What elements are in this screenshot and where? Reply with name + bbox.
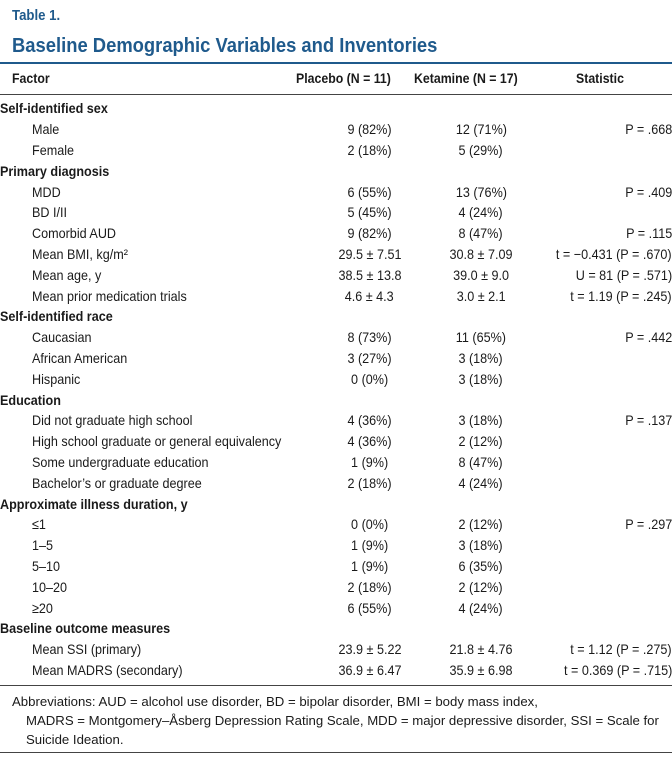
placebo-cell-text: 38.5 ± 13.8: [338, 266, 402, 283]
factor-cell: [0, 327, 321, 348]
placebo-cell-text: 36.9 ± 6.47: [338, 661, 402, 678]
ketamine-cell: [418, 348, 543, 369]
factor-cell: [0, 98, 321, 119]
placebo-cell: [321, 660, 419, 681]
factor-cell: [0, 639, 321, 660]
placebo-cell-text: 6 (55%): [347, 183, 392, 200]
placebo-cell-text: 1 (9%): [351, 537, 389, 554]
ketamine-cell-text: 2 (12%): [458, 433, 503, 450]
ketamine-cell: [418, 181, 543, 202]
factor-cell: [0, 660, 321, 681]
statistic-cell: [543, 223, 672, 244]
placebo-cell-text: 2 (18%): [347, 474, 392, 491]
factor-cell-text: 10–20: [32, 578, 68, 595]
table-row: [0, 452, 672, 473]
ketamine-cell-text: 12 (71%): [455, 121, 507, 138]
factor-cell: [0, 368, 321, 389]
table-label: Table 1.: [12, 7, 61, 24]
ketamine-cell: [418, 98, 543, 119]
factor-cell-text: Education: [0, 391, 61, 408]
factor-cell-text: Comorbid AUD: [32, 225, 117, 242]
ketamine-cell: [418, 576, 543, 597]
factor-cell: [0, 140, 321, 161]
placebo-cell: [321, 223, 419, 244]
ketamine-cell: [418, 618, 543, 639]
statistic-cell: [543, 98, 672, 119]
statistic-cell: [543, 264, 672, 285]
statistic-cell: [543, 389, 672, 410]
factor-cell: [0, 410, 321, 431]
factor-cell: [0, 181, 321, 202]
footnote-line-2: MADRS = Montgomery–Åsberg Depression Rating Scale, MDD = major depressive disorder, SSI = Scale for Suicide Ideation.: [26, 713, 659, 747]
factor-cell: [0, 160, 321, 181]
ketamine-cell: [418, 410, 543, 431]
table-row: [0, 327, 672, 348]
ketamine-cell: [418, 327, 543, 348]
section-row: [0, 389, 672, 410]
factor-cell: [0, 493, 321, 514]
ketamine-cell-text: 35.9 ± 6.98: [449, 661, 513, 678]
factor-cell: [0, 244, 321, 265]
placebo-cell-text: 4.6 ± 4.3: [345, 287, 395, 304]
placebo-cell: [321, 493, 419, 514]
placebo-cell: [321, 410, 419, 431]
statistic-cell: [543, 306, 672, 327]
factor-cell: [0, 202, 321, 223]
ketamine-cell-text: 3 (18%): [458, 370, 503, 387]
ketamine-cell: [418, 639, 543, 660]
table-row: [0, 223, 672, 244]
factor-cell-text: Bachelor’s or graduate degree: [32, 474, 202, 491]
factor-cell-text: Self-identified race: [0, 308, 113, 325]
statistic-cell: [543, 285, 672, 306]
placebo-cell-text: 0 (0%): [351, 516, 389, 533]
ketamine-cell-text: 3 (18%): [458, 537, 503, 554]
table-row: [0, 140, 672, 161]
placebo-cell-text: 9 (82%): [347, 121, 392, 138]
placebo-cell: [321, 556, 419, 577]
factor-cell: [0, 618, 321, 639]
statistic-cell: [543, 639, 672, 660]
placebo-cell-text: 4 (36%): [347, 412, 392, 429]
ketamine-cell: [418, 660, 543, 681]
ketamine-cell: [418, 431, 543, 452]
ketamine-cell-text: 4 (24%): [458, 599, 503, 616]
placebo-cell: [321, 389, 419, 410]
footnote: [12, 692, 662, 749]
factor-cell: [0, 264, 321, 285]
header-statistic: Statistic: [576, 70, 624, 86]
header-factor: Factor: [12, 70, 50, 86]
factor-cell: [0, 431, 321, 452]
ketamine-cell-text: 3 (18%): [458, 349, 503, 366]
factor-cell-text: High school graduate or general equivalency: [32, 433, 282, 450]
statistic-cell: [543, 514, 672, 535]
factor-cell: [0, 576, 321, 597]
placebo-cell: [321, 368, 419, 389]
factor-cell-text: 1–5: [32, 537, 54, 554]
placebo-cell: [321, 327, 419, 348]
statistic-cell: [543, 535, 672, 556]
factor-cell-text: African American: [32, 349, 128, 366]
factor-cell: [0, 556, 321, 577]
ketamine-cell: [418, 223, 543, 244]
header-ketamine: Ketamine (N = 17): [414, 70, 518, 86]
placebo-cell-text: 4 (36%): [347, 433, 392, 450]
table-row: [0, 514, 672, 535]
table-row: [0, 556, 672, 577]
ketamine-cell-text: 30.8 ± 7.09: [449, 245, 513, 262]
placebo-cell: [321, 202, 419, 223]
factor-cell-text: Self-identified sex: [0, 100, 108, 117]
ketamine-cell: [418, 160, 543, 181]
placebo-cell: [321, 306, 419, 327]
ketamine-cell-text: 21.8 ± 4.76: [449, 641, 513, 658]
table-row: [0, 410, 672, 431]
factor-cell-text: Male: [32, 121, 60, 138]
placebo-cell-text: 1 (9%): [351, 453, 389, 470]
placebo-cell: [321, 452, 419, 473]
ketamine-cell: [418, 452, 543, 473]
placebo-cell: [321, 514, 419, 535]
section-row: [0, 98, 672, 119]
table-row: [0, 244, 672, 265]
statistic-cell-text: t = 0.369 (P = .715): [563, 661, 672, 678]
placebo-cell: [321, 535, 419, 556]
ketamine-cell: [418, 306, 543, 327]
ketamine-cell: [418, 493, 543, 514]
table-row: [0, 472, 672, 493]
factor-cell: [0, 472, 321, 493]
statistic-cell: [543, 202, 672, 223]
placebo-cell: [321, 98, 419, 119]
ketamine-cell-text: 3.0 ± 2.1: [456, 287, 506, 304]
statistic-cell-text: P = .668: [624, 121, 672, 138]
factor-cell-text: Hispanic: [32, 370, 81, 387]
factor-cell-text: Primary diagnosis: [0, 162, 110, 179]
placebo-cell-text: 2 (18%): [347, 141, 392, 158]
ketamine-cell: [418, 389, 543, 410]
factor-cell-text: ≤1: [32, 516, 46, 533]
ketamine-cell-text: 4 (24%): [458, 204, 503, 221]
factor-cell: [0, 535, 321, 556]
section-row: [0, 493, 672, 514]
table-row: [0, 576, 672, 597]
table-row: [0, 119, 672, 140]
placebo-cell: [321, 264, 419, 285]
placebo-cell: [321, 576, 419, 597]
placebo-cell: [321, 285, 419, 306]
ketamine-cell-text: 13 (76%): [455, 183, 507, 200]
placebo-cell-text: 29.5 ± 7.51: [338, 245, 402, 262]
statistic-cell: [543, 160, 672, 181]
factor-cell: [0, 119, 321, 140]
ketamine-cell-text: 8 (47%): [458, 453, 503, 470]
factor-cell-text: Did not graduate high school: [32, 412, 193, 429]
ketamine-cell-text: 2 (12%): [458, 516, 503, 533]
placebo-cell: [321, 140, 419, 161]
statistic-cell: [543, 140, 672, 161]
ketamine-cell: [418, 556, 543, 577]
bottom-rule: [0, 685, 672, 686]
placebo-cell-text: 1 (9%): [351, 557, 389, 574]
placebo-cell: [321, 618, 419, 639]
factor-cell: [0, 223, 321, 244]
data-table: [0, 98, 672, 680]
table-row: [0, 285, 672, 306]
factor-cell: [0, 389, 321, 410]
factor-cell: [0, 514, 321, 535]
table-row: [0, 639, 672, 660]
placebo-cell: [321, 181, 419, 202]
factor-cell-text: Female: [32, 141, 75, 158]
table-row: [0, 202, 672, 223]
factor-cell: [0, 306, 321, 327]
end-rule: [0, 752, 672, 753]
statistic-cell: [543, 660, 672, 681]
ketamine-cell: [418, 264, 543, 285]
table-row: [0, 597, 672, 618]
placebo-cell-text: 5 (45%): [347, 204, 392, 221]
table-body: [0, 98, 672, 680]
factor-cell: [0, 348, 321, 369]
table-row: [0, 264, 672, 285]
statistic-cell: [543, 576, 672, 597]
placebo-cell: [321, 472, 419, 493]
statistic-cell: [543, 493, 672, 514]
ketamine-cell: [418, 472, 543, 493]
factor-cell-text: Caucasian: [32, 329, 92, 346]
placebo-cell-text: 23.9 ± 5.22: [338, 641, 402, 658]
factor-cell-text: Some undergraduate education: [32, 453, 209, 470]
factor-cell-text: Baseline outcome measures: [0, 620, 171, 637]
statistic-cell: [543, 472, 672, 493]
table-title: Baseline Demographic Variables and Inventories: [12, 35, 438, 57]
factor-cell-text: 5–10: [32, 557, 61, 574]
statistic-cell: [543, 327, 672, 348]
placebo-cell: [321, 160, 419, 181]
statistic-cell-text: P = .442: [624, 329, 672, 346]
table-row: [0, 181, 672, 202]
placebo-cell-text: 9 (82%): [347, 225, 392, 242]
factor-cell: [0, 452, 321, 473]
placebo-cell-text: 6 (55%): [347, 599, 392, 616]
factor-cell-text: Mean BMI, kg/m²: [32, 245, 128, 262]
factor-cell-text: Mean SSI (primary): [32, 641, 142, 658]
table-row: [0, 535, 672, 556]
placebo-cell-text: 8 (73%): [347, 329, 392, 346]
statistic-cell: [543, 244, 672, 265]
ketamine-cell: [418, 535, 543, 556]
ketamine-cell: [418, 202, 543, 223]
statistic-cell-text: U = 81 (P = .571): [575, 266, 672, 283]
factor-cell: [0, 597, 321, 618]
placebo-cell: [321, 639, 419, 660]
placebo-cell-text: 0 (0%): [351, 370, 389, 387]
header-placebo: Placebo (N = 11): [296, 70, 391, 86]
statistic-cell-text: P = .115: [625, 225, 672, 242]
statistic-cell: [543, 452, 672, 473]
statistic-cell-text: t = −0.431 (P = .670): [556, 245, 672, 262]
ketamine-cell-text: 2 (12%): [458, 578, 503, 595]
statistic-cell: [543, 368, 672, 389]
placebo-cell: [321, 348, 419, 369]
statistic-cell-text: P = .137: [624, 412, 672, 429]
statistic-cell: [543, 181, 672, 202]
ketamine-cell: [418, 140, 543, 161]
table-row: [0, 660, 672, 681]
ketamine-cell-text: 39.0 ± 9.0: [452, 266, 509, 283]
ketamine-cell: [418, 597, 543, 618]
ketamine-cell-text: 11 (65%): [455, 329, 507, 346]
table-row: [0, 348, 672, 369]
placebo-cell: [321, 244, 419, 265]
placebo-cell-text: 2 (18%): [347, 578, 392, 595]
table-row: [0, 368, 672, 389]
top-rule: [0, 62, 672, 64]
table-row: [0, 431, 672, 452]
statistic-cell: [543, 119, 672, 140]
section-row: [0, 306, 672, 327]
ketamine-cell-text: 8 (47%): [458, 225, 503, 242]
ketamine-cell-text: 5 (29%): [458, 141, 503, 158]
statistic-cell-text: P = .409: [624, 183, 672, 200]
section-row: [0, 618, 672, 639]
statistic-cell: [543, 410, 672, 431]
section-row: [0, 160, 672, 181]
ketamine-cell-text: 3 (18%): [458, 412, 503, 429]
placebo-cell-text: 3 (27%): [347, 349, 392, 366]
statistic-cell: [543, 431, 672, 452]
placebo-cell: [321, 119, 419, 140]
header-rule: [0, 94, 672, 95]
statistic-cell-text: t = 1.12 (P = .275): [570, 641, 672, 658]
ketamine-cell: [418, 119, 543, 140]
ketamine-cell-text: 4 (24%): [458, 474, 503, 491]
placebo-cell: [321, 597, 419, 618]
factor-cell-text: BD I/II: [32, 204, 68, 221]
factor-cell-text: Mean MADRS (secondary): [32, 661, 183, 678]
factor-cell-text: Approximate illness duration, y: [0, 495, 188, 512]
ketamine-cell: [418, 514, 543, 535]
statistic-cell: [543, 597, 672, 618]
statistic-cell-text: t = 1.19 (P = .245): [570, 287, 672, 304]
factor-cell-text: Mean age, y: [32, 266, 102, 283]
statistic-cell-text: P = .297: [624, 516, 672, 533]
statistic-cell: [543, 556, 672, 577]
ketamine-cell: [418, 244, 543, 265]
factor-cell: [0, 285, 321, 306]
ketamine-cell-text: 6 (35%): [458, 557, 503, 574]
ketamine-cell: [418, 368, 543, 389]
placebo-cell: [321, 431, 419, 452]
ketamine-cell: [418, 285, 543, 306]
statistic-cell: [543, 618, 672, 639]
factor-cell-text: Mean prior medication trials: [32, 287, 187, 304]
factor-cell-text: ≥20: [32, 599, 53, 616]
factor-cell-text: MDD: [32, 183, 61, 200]
footnote-line-1: Abbreviations: AUD = alcohol use disorder, BD = bipolar disorder, BMI = body mass index,: [12, 694, 538, 709]
statistic-cell: [543, 348, 672, 369]
